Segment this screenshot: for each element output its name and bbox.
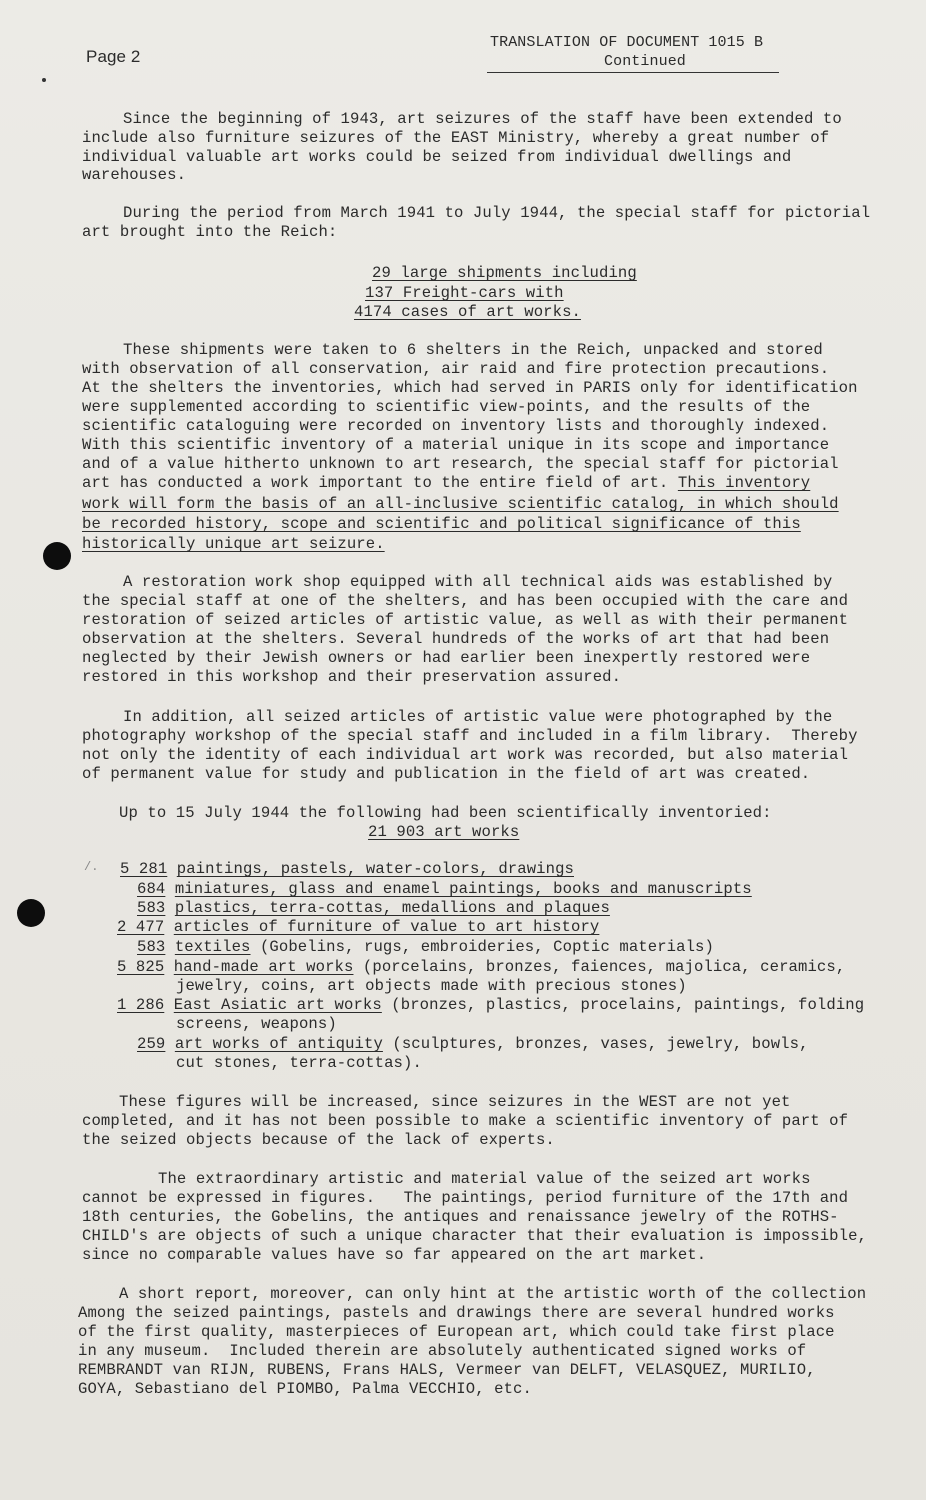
inventory-item (120, 860, 574, 878)
item-detail: (porcelains, bronzes, faiences, majolica, ceramics, (353, 958, 846, 976)
inventory-total: 21 903 art works (368, 823, 520, 841)
text-line: The extraordinary artistic and material value of the seized art works (158, 1170, 811, 1188)
text-line: and of a value hitherto unknown to art research, the special staff for pictorial (82, 455, 839, 473)
text-line: art brought into the Reich: (82, 223, 338, 241)
item-detail: (sculptures, bronzes, vases, jewelry, bowls, (382, 1035, 809, 1053)
underlined-line: be recorded history, scope and scientific and political significance of this (82, 515, 801, 533)
item-count: 5 825 (117, 958, 165, 976)
document-title: TRANSLATION OF DOCUMENT 1015 B (490, 34, 764, 51)
text-line: cannot be expressed in figures. The paintings, period furniture of the 17th and (82, 1189, 849, 1207)
item-count: 583 (137, 938, 166, 956)
item-category: miniatures, glass and enamel paintings, books and manuscripts (174, 880, 752, 898)
text-line (82, 474, 810, 492)
item-detail: (Gobelins, rugs, embroideries, Coptic materials) (250, 938, 714, 956)
text-line: Since the beginning of 1943, art seizures of the staff have been extended to (123, 110, 842, 128)
text-line: These shipments were taken to 6 shelters in the Reich, unpacked and stored (123, 341, 823, 359)
punch-hole (17, 899, 45, 927)
document-subtitle: Continued (604, 53, 686, 70)
inventory-item (117, 958, 845, 976)
item-category: East Asiatic art works (173, 996, 382, 1014)
underlined-line: historically unique art seizure. (82, 535, 385, 553)
item-count: 1 286 (117, 996, 165, 1014)
text-line: with observation of all conservation, air raid and fire protection precautions. (82, 360, 830, 378)
item-count: 259 (137, 1035, 166, 1053)
item-category: plastics, terra-cottas, medallions and plaques (174, 899, 610, 917)
item-count: 583 (137, 899, 166, 917)
text-line: These figures will be increased, since seizures in the WEST are not yet (119, 1093, 791, 1111)
text-line: GOYA, Sebastiano del PIOMBO, Palma VECCHIO, etc. (78, 1380, 532, 1398)
text-line: of the first quality, masterpieces of European art, which could take first place (78, 1323, 835, 1341)
text-line: scientific cataloguing were recorded on inventory lists and thoroughly indexed. (82, 417, 830, 435)
inventory-item (117, 918, 599, 936)
text-line: since no comparable values have so far appeared on the art market. (82, 1246, 707, 1264)
text-line: the special staff at one of the shelters, and has been occupied with the care and (82, 592, 849, 610)
text-line: neglected by their Jewish owners or had earlier been inexpertly restored were (82, 649, 811, 667)
text-line: A restoration work shop equipped with all technical aids was established by (123, 573, 833, 591)
punch-hole (43, 542, 71, 570)
cases-line: 4174 cases of art works. (354, 303, 581, 321)
text-line: restoration of seized articles of artistic value, as well as with their permanent (82, 611, 849, 629)
item-count: 5 281 (120, 860, 168, 878)
inventory-item (137, 899, 610, 917)
text-line: During the period from March 1941 to July 1944, the special staff for pictorial (123, 204, 871, 222)
item-detail-continued: jewelry, coins, art objects made with precious stones) (176, 977, 687, 995)
text-line: restored in this workshop and their preservation assured. (82, 668, 622, 686)
text-line: warehouses. (82, 166, 187, 184)
text-line: observation at the shelters. Several hundreds of the works of art that had been (82, 630, 830, 648)
item-detail-continued: cut stones, terra-cottas). (176, 1054, 422, 1072)
item-category: textiles (174, 938, 251, 956)
text-line: completed, and it has not been possible to make a scientific inventory of part of (82, 1112, 849, 1130)
text-segment: art has conducted a work important to the entire field of art. (82, 474, 669, 492)
item-category: art works of antiquity (174, 1035, 383, 1053)
item-count: 684 (137, 880, 166, 898)
inventory-item (137, 1035, 809, 1053)
item-detail-continued: screens, weapons) (176, 1015, 337, 1033)
text-line: CHILD's are objects of such a unique character that their evaluation is impossible, (82, 1227, 867, 1245)
inventory-intro: Up to 15 July 1944 the following had been scientifically inventoried: (119, 804, 772, 822)
underlined-phrase: This inventory (677, 474, 811, 492)
shipments-line: 29 large shipments including (372, 264, 637, 282)
margin-mark: /. (84, 860, 99, 874)
text-line: were supplemented according to scientific view-points, and the results of the (82, 398, 811, 416)
text-line: At the shelters the inventories, which had served in PARIS only for identification (82, 379, 858, 397)
text-line: the seized objects because of the lack of experts. (82, 1131, 555, 1149)
inventory-item (137, 938, 714, 956)
freight-cars-line: 137 Freight-cars with (365, 284, 564, 302)
text-line: REMBRANDT van RIJN, RUBENS, Frans HALS, Vermeer van DELFT, VELASQUEZ, MURILIO, (78, 1361, 816, 1379)
text-line: A short report, moreover, can only hint at the artistic worth of the collection (119, 1285, 867, 1303)
text-line: individual valuable art works could be seized from individual dwellings and (82, 148, 792, 166)
header-rule (487, 72, 779, 73)
inventory-item (117, 996, 864, 1014)
text-line: With this scientific inventory of a material unique in its scope and importance (82, 436, 830, 454)
item-category: articles of furniture of value to art history (173, 918, 600, 936)
text-line: of permanent value for study and publication in the field of art was created. (82, 765, 811, 783)
text-line: 18th centuries, the Gobelins, the antiques and renaissance jewelry of the ROTHS- (82, 1208, 839, 1226)
inventory-item (137, 880, 752, 898)
item-count: 2 477 (117, 918, 165, 936)
text-line: in any museum. Included therein are absolutely authenticated signed works of (78, 1342, 807, 1360)
paper-speck (42, 78, 46, 82)
text-line: not only the identity of each individual art work was recorded, but also material (82, 746, 849, 764)
text-line: In addition, all seized articles of artistic value were photographed by the (123, 708, 833, 726)
underlined-line: work will form the basis of an all-inclusive scientific catalog, in which should (82, 495, 839, 513)
text-line: photography workshop of the special staff and included in a film library. Thereby (82, 727, 858, 745)
item-detail: (bronzes, plastics, procelains, paintings, folding (381, 996, 865, 1014)
page-number: Page 2 (86, 47, 141, 66)
item-category: hand-made art works (173, 958, 354, 976)
item-category: paintings, pastels, water-colors, drawings (176, 860, 574, 878)
text-line: include also furniture seizures of the EAST Ministry, whereby a great number of (82, 129, 830, 147)
text-line: Among the seized paintings, pastels and drawings there are several hundred works (78, 1304, 835, 1322)
